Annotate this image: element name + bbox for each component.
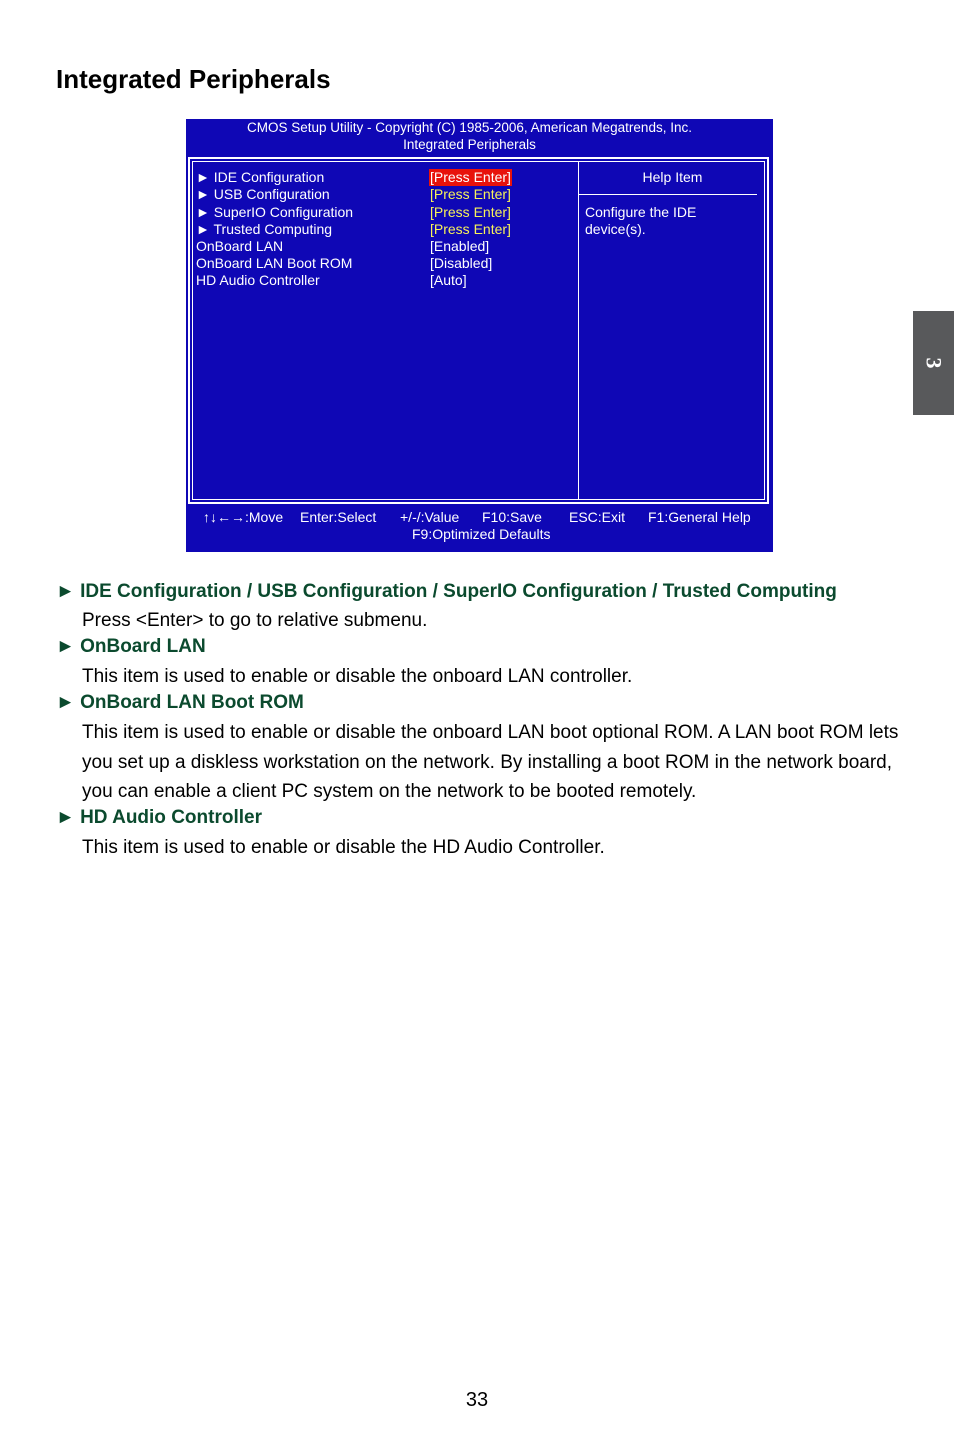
bios-item-value: [Press Enter] — [430, 169, 511, 185]
section-heading-submenus: ► IDE Configuration / USB Configuration / SuperIO Configuration / Trusted Computing — [56, 581, 837, 602]
bios-copyright: CMOS Setup Utility - Copyright (C) 1985-2006, American Megatrends, Inc. — [247, 120, 692, 135]
bios-item-label: ► Trusted Computing — [196, 221, 333, 237]
bios-frame-inner — [192, 161, 765, 500]
section-heading-onboard-lan-boot-rom: ► OnBoard LAN Boot ROM — [56, 692, 304, 713]
footer-select: Enter:Select — [300, 509, 377, 525]
section-text-hd-audio-controller: This item is used to enable or disable the HD Audio Controller. — [82, 837, 605, 858]
footer-defaults: F9:Optimized Defaults — [412, 526, 551, 542]
bios-divider — [578, 162, 579, 499]
bios-item-superio-configuration[interactable] — [196, 204, 576, 221]
bios-item-value: [Press Enter] — [430, 221, 511, 237]
section-text-onboard-lan: This item is used to enable or disable the onboard LAN controller. — [82, 666, 633, 687]
bios-item-onboard-lan-boot-rom[interactable] — [196, 255, 576, 272]
bios-item-value: [Press Enter] — [430, 204, 511, 220]
footer-value: +/-/:Value — [400, 509, 460, 525]
bios-item-label: ► IDE Configuration — [196, 169, 325, 185]
help-divider — [579, 194, 757, 195]
section-text-submenus: Press <Enter> to go to relative submenu. — [82, 610, 428, 631]
section-text-onboard-lan-boot-rom: This item is used to enable or disable the onboard LAN boot optional ROM. A LAN boot ROM lets you set up a diskless workstation on the network. By installing a boot ROM in the network board, you can enable a client PC system on the network to be booted remotely. — [82, 722, 899, 802]
bios-item-trusted-computing[interactable] — [196, 221, 576, 238]
bios-item-onboard-lan[interactable] — [196, 238, 576, 255]
bios-item-hd-audio-controller[interactable] — [196, 272, 576, 289]
page-number: 33 — [465, 1389, 489, 1411]
bios-item-label: ► SuperIO Configuration — [196, 204, 354, 220]
footer-move: ↑↓←→:Move — [203, 509, 284, 525]
bios-frame — [188, 157, 769, 504]
bios-header — [186, 119, 753, 153]
bios-item-label: OnBoard LAN — [196, 238, 284, 254]
bios-item-usb-configuration[interactable] — [196, 186, 576, 203]
bios-item-label: ► USB Configuration — [196, 186, 330, 202]
bios-item-label: OnBoard LAN Boot ROM — [196, 255, 353, 271]
bios-item-value: [Disabled] — [430, 255, 493, 271]
bios-item-value: [Enabled] — [430, 238, 490, 254]
bios-footer — [186, 509, 773, 549]
bios-item-ide-configuration[interactable] — [196, 169, 576, 186]
chapter-number: 3 — [921, 357, 947, 369]
footer-exit: ESC:Exit — [569, 509, 626, 525]
page-title: Integrated Peripherals — [56, 64, 331, 94]
bios-item-label: HD Audio Controller — [196, 272, 320, 288]
bios-screen-title: Integrated Peripherals — [403, 137, 536, 152]
help-text: Configure the IDE device(s). — [585, 204, 697, 237]
footer-help: F1:General Help — [648, 509, 751, 525]
bios-item-value: [Press Enter] — [430, 186, 511, 202]
help-title: Help Item — [642, 169, 703, 185]
bios-item-value: [Auto] — [430, 272, 467, 288]
footer-save: F10:Save — [482, 509, 542, 525]
bios-screen — [186, 119, 773, 552]
section-heading-hd-audio-controller: ► HD Audio Controller — [56, 807, 262, 828]
section-heading-onboard-lan: ► OnBoard LAN — [56, 636, 206, 657]
chapter-tab — [913, 311, 954, 415]
